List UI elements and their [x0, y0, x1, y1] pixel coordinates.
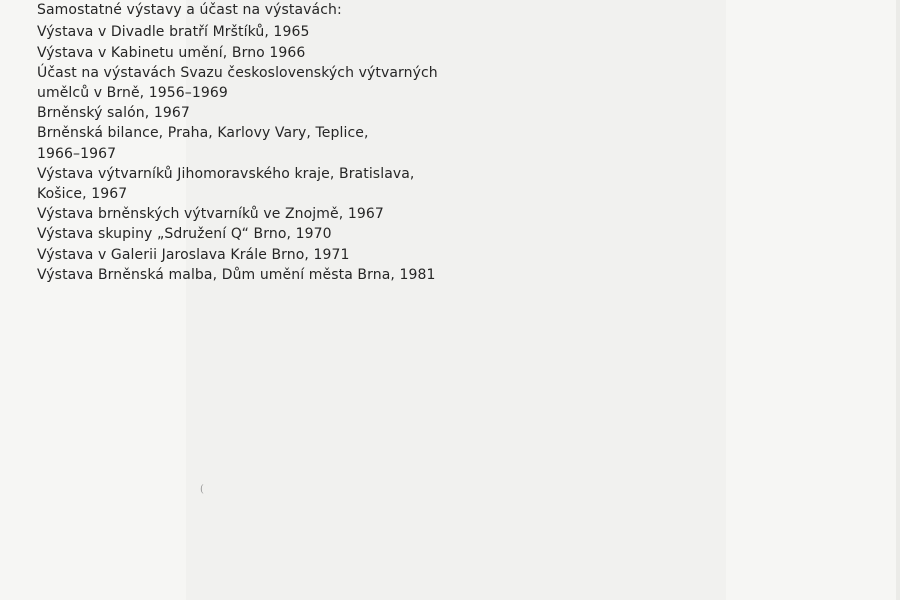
list-line: Účast na výstavách Svazu československých výtvarných — [37, 64, 438, 81]
exhibition-list — [37, 0, 497, 285]
page-edge — [896, 0, 900, 600]
list-line: Košice, 1967 — [37, 186, 128, 203]
list-line: Brněnský salón, 1967 — [37, 105, 190, 122]
section-heading: Samostatné výstavy a účast na výstavách: — [37, 2, 342, 18]
list-line: Výstava v Kabinetu umění, Brno 1966 — [37, 44, 306, 61]
list-line: Výstava výtvarníků Jihomoravského kraje, Bratislava, — [37, 165, 415, 182]
list-line: Výstava skupiny „Sdružení Q“ Brno, 1970 — [37, 226, 332, 243]
list-line: Brněnská bilance, Praha, Karlovy Vary, Teplice, — [37, 125, 369, 142]
list-line: Výstava v Divadle bratří Mrštíků, 1965 — [37, 24, 310, 41]
list-line: Výstava v Galerii Jaroslava Krále Brno, 1971 — [37, 246, 350, 263]
paper-speck: ( — [200, 484, 204, 495]
list-line: Výstava brněnských výtvarníků ve Znojmě, 1967 — [37, 206, 384, 223]
list-line: Výstava Brněnská malba, Dům umění města Brna, 1981 — [37, 266, 436, 283]
list-line: umělců v Brně, 1956–1969 — [37, 85, 228, 101]
list-line: 1966–1967 — [37, 145, 117, 162]
